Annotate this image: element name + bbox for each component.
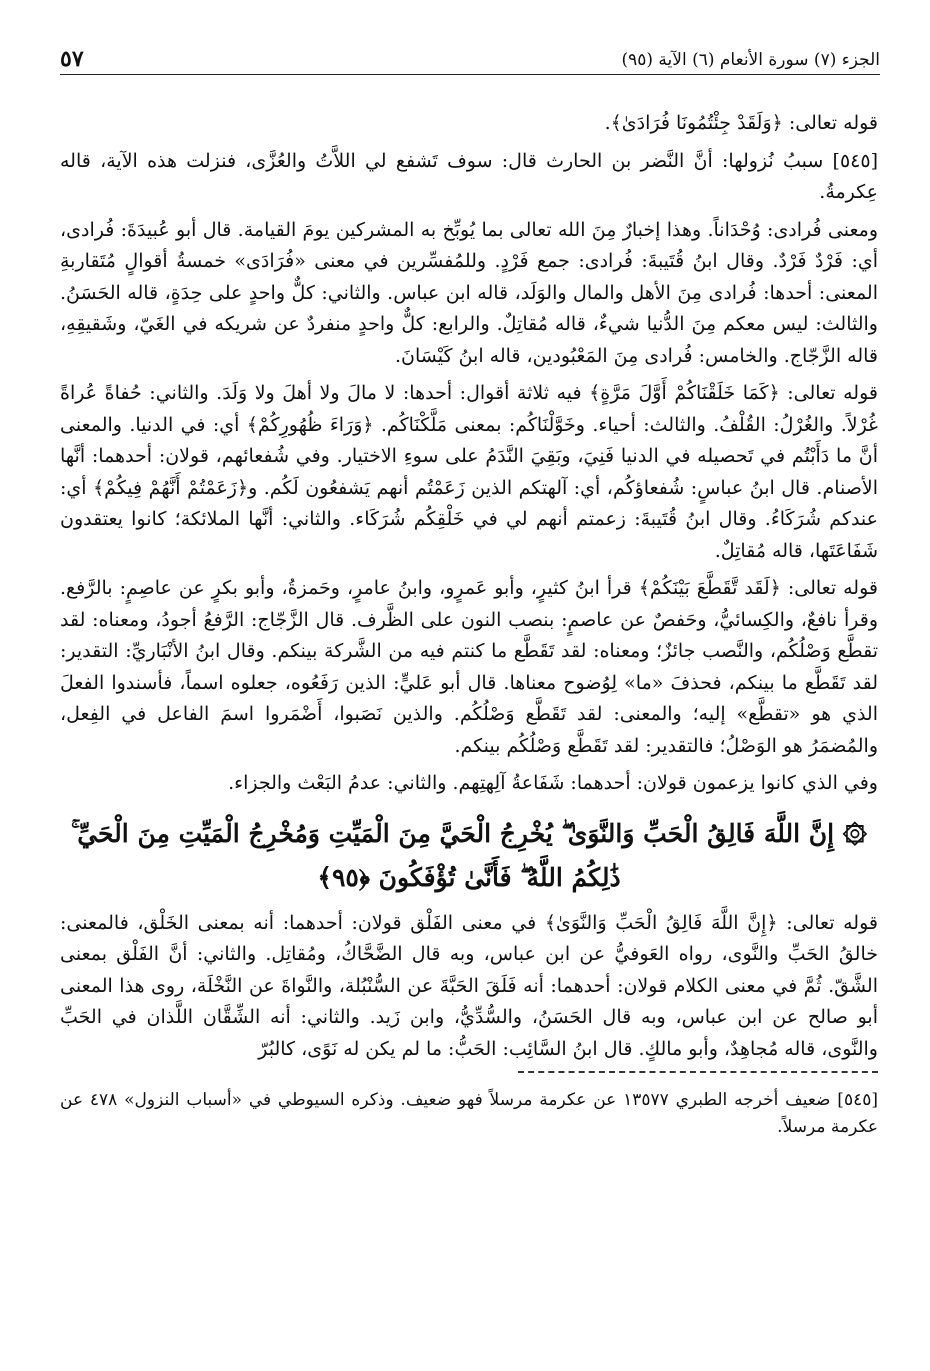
page-number: ٥٧ — [60, 46, 84, 72]
running-head: الجزء (٧) سورة الأنعام (٦) الآية (٩٥) — [621, 50, 880, 70]
quran-verse: ۞ إِنَّ اللَّهَ فَالِقُ الْحَبِّ وَالنَّوَىٰ ۖ يُخْرِجُ الْحَيَّ مِنَ الْمَيِّتِ وَمُخْرِجُ الْمَيِّتِ مِنَ الْحَيِّ ۚ ذَٰلِكُمُ اللَّهُ ۖ فَأَنَّىٰ تُؤْفَكُونَ ﴿٩٥﴾ — [70, 818, 868, 892]
footnote: [٥٤٥] ضعيف أخرجه الطبري ١٣٥٧٧ عن عكرمة مرسلاً فهو ضعيف. وذكره السيوطي في «أسباب النزول» ٤٧٨ عن عكرمة مرسلاً. — [60, 1090, 878, 1137]
paragraph: قوله تعالى: ﴿كَمَا خَلَقْنَاكُمْ أَوَّلَ مَرَّةٍ﴾ فيه ثلاثة أقوال: أحدها: لا مالَ ولا أهلَ ولا وَلَدَ. والثاني: حُفاةً عُراةً غُرْلاً. والغُرْلُ: القُلْفُ. والثالث: أحياء. وخَوَّلْنَاكُم: بمعنى مَلَّكْنَاكُم. ﴿وَرَاءَ ظُهُورِكُمْ﴾ أي: في الدنيا. والمعنى أنَّ ما دَأَبْتُم في تَحصيله في الدنيا فَنِيَ، وبَقِيَ النَّدَمُ على سوءِ الاختيار. وفي شُفعائهم، قولان: أحدهما: أنَّها الأصنام. قال ابنُ عباسٍ: شُفعاؤكُم، أي: آلهتكم الذين زَعَمْتُم أنهم يَشفعُون لَكُم. و﴿زَعَمْتُمْ أَنَّهُمْ فِيكُمْ﴾ أي: عندكم شُرَكَاءُ. وقال ابنُ قُتَيبةَ: زعمتم أنهم لي في خَلْقِكُم شُرَكَاء. والثاني: أنَّها الملائكة؛ كانوا يعتقدون شَفَاعَتَها، قاله مُقاتِلٌ. — [60, 382, 878, 562]
page-header — [60, 40, 880, 75]
paragraph: قوله تعالى: ﴿إِنَّ اللَّهَ فَالِقُ الْحَبِّ وَالنَّوَىٰ﴾ في معنى الفَلْق قولان: أحدهما: أنه بمعنى الخَلْق، فالمعنى: خالقُ الحَبِّ والنَّوى، رواه العَوفيُّ عن ابن عباس، وبه قال الضَّحَّاكُ، ومُقاتِل. والثاني: أنَّ الفَلْق بمعنى الشَّقّ. ثُمَّ في معنى الكلام قولان: أحدهما: أنه فَلَقَ الحَبَّةَ عن السُّنْبُلة، والنَّواةَ عن النَّخْلَة، روى هذا المعنى أبو صالح عن ابن عباس، وبه قال الحَسَنُ، والسُّدِّيُّ، وابن زَيد. والثاني: أنه الشِّقَّان اللَّذان في الحَبِّ والنَّوى، قاله مُجاهِدٌ، وأبو مالكٍ. قال ابنُ السَّائِب: الحَبُّ: ما لم يكن له نَوًى، كالبُرّ — [60, 911, 878, 1060]
footnote-divider — [518, 1071, 878, 1073]
paragraph: قوله تعالى: ﴿لَقَد تَّقَطَّعَ بَيْنَكُمْ﴾ قرأ ابنُ كثيرٍ، وأبو عَمرٍو، وابنُ عامرٍ، وحَمزةُ، وأبو بكرٍ عن عاصِمٍ: بالرَّفع. وقرأ نافعٌ، والكِسائيُّ، وحَفصٌ عن عاصمٍ: بنصب النون على الظَّرف. قال الزَّجّاج: الرَّفعُ أجودُ، ومعناه: لقد تقطَّع وَصْلُكُم، والنَّصب جائزٌ؛ ومعناه: لقد تَقَطَّع ما كنتم فيه من الشَّركة بينكم. وقال ابنُ الأنْبَاريِّ: التقدير: لقد تَقَطَّع ما بينكم، فحذفَ «ما» لِوُضوح معناها. قال أبو عَليٍّ: الذين رَفَعُوه، جعلوه اسماً، فأسندوا الفعلَ الذي هو «تقطَّع» إليه؛ والمعنى: لقد تَقَطَّع وَصْلُكُم. والذين نَصَبوا، أَضْمَروا اسمَ الفاعل في الفِعل، والمُضمَرُ هو الوَصْلُ؛ فالتقدير: لقد تَقَطَّع وَصْلُكُم بينكم. — [60, 577, 878, 757]
paragraph: وفي الذي كانوا يزعمون قولان: أحدهما: شَفَاعةُ آلِهتِهم. والثاني: عدمُ البَعْث والجزاء. — [228, 772, 878, 794]
page-body — [60, 108, 878, 1147]
paragraph: ومعنى فُرادى: وُحْدَاناً. وهذا إخبارٌ مِنَ الله تعالى بما يُوبِّخ به المشركين يومَ القيامة. قال أبو عُبيدَةَ: فُرادى، أي: فَرْدٌ فَرْدٌ. وقال ابنُ قُتَيبةَ: فُرادى: جمع فَرْدٍ. وللمُفسِّرين في معنى «فُرَادَى» خمسةُ أقوالٍ مُتَقاربةِ المعنى: أحدها: فُرادى مِنَ الأهل والمال والوَلَد، قاله ابن عباس. والثاني: كلٌّ واحدٍ على حِدَةٍ، قاله الحَسَنُ. والثالث: ليس معكم مِنَ الدُّنيا شيءٌ، قاله مُقاتِلٌ. والرابع: كلٌّ واحدٍ منفردٌ عن شريكه في الغَيّ، وشَقيقِهِ، قاله الزَّجّاج. والخامس: فُرادى مِنَ المَعْبُودين، قاله ابنُ كَيْسَانَ. — [60, 218, 878, 367]
paragraph: قوله تعالى: ﴿وَلَقَدْ جِئْتُمُونَا فُرَادَىٰ﴾. — [604, 112, 878, 134]
paragraph: [٥٤٥] سببُ نُزولها: أنَّ النَّضر بن الحارث قال: سوف تَشفع لي اللاَّتُ والعُزَّى، فنزلت هذه الآية، قاله عِكرمةُ. — [60, 149, 878, 203]
